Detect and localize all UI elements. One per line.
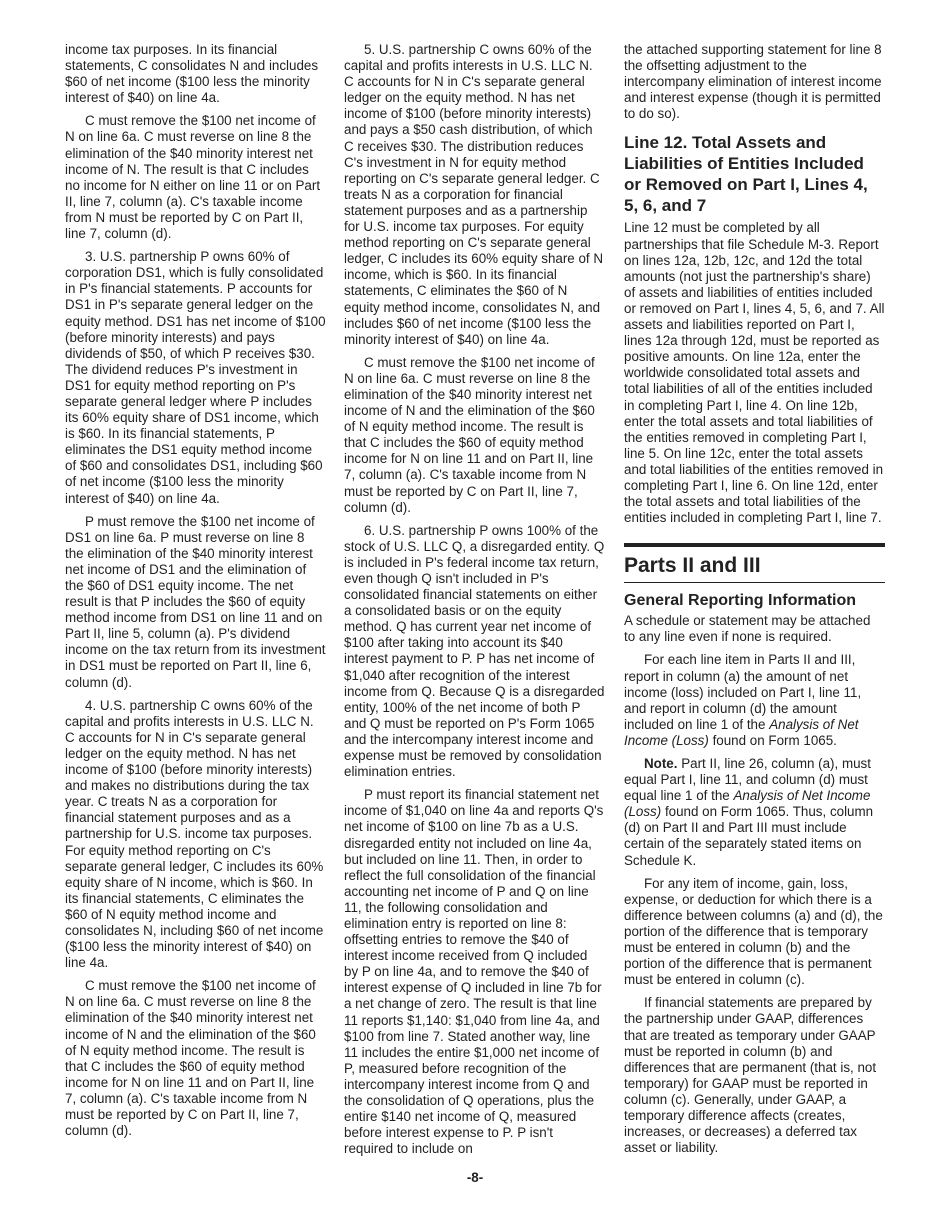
paragraph-any-item: For any item of income, gain, loss, expense, or deduction for which there is a difference between columns (a) and (d), the portion of the difference that is temporary must be entered in column (b) and the portion of the difference that is permanent must be entered in column (c). (624, 875, 883, 988)
paragraph: P must remove the $100 net income of DS1 on line 6a. P must reverse on line 8 the elimination of the $40 minority interest net income of DS1 and the elimination of the $60 of DS1 equity income. The net result is that P includes the $60 of equity method income from DS1 on line 11 and on Part II, line 5, column (a). P's dividend income on the tax return from its investment in DS1 must be reported on Part II, line 6, column (d). (65, 513, 326, 690)
column-middle (344, 42, 605, 1164)
column-right (624, 42, 885, 1163)
page-number: -8- (466, 1170, 484, 1185)
paragraph-gaap: If financial statements are prepared by the partnership under GAAP, differences that are treated as temporary under GAAP must be reported in column (b) and differences that are permanent (that is, not temporary) for GAAP must be reported in column (c). Generally, under GAAP, a temporary difference affects (creates, increases, or decreases) a deferred tax asset or liability. (624, 995, 877, 1156)
paragraph: P must report its financial statement net income of $1,040 on line 4a and reports Q's net income of $100 on line 7b as a U.S. disregarded entity not included on line 4a, but included on line 11. Then, in order to reflect the full consolidation of the financial accounting net income of P and Q on line 11, the following consolidation and elimination entry is reported on line 8: offsetting entries to remove the $40 of interest income received from Q included by P on line 4a, and to remove the $40 of interest expense of Q included in line 7b for a net change of zero. The result is that line 11 reports $1,140: $1,040 from line 4a, and $100 from line 7. Stated another way, line 11 includes the entire $1,000 net income of P, measured before recognition of the intercompany interest income from Q and the consolidation of Q operations, plus the entire $140 net income of Q, measured before interest expense to P. P isn't required to include on (344, 787, 604, 1157)
general-reporting-text: A schedule or statement may be attached to any line even if none is required. (624, 613, 871, 645)
example-6: 6. U.S. partnership P owns 100% of the stock of U.S. LLC Q, a disregarded entity. Q is included in P's federal income tax return, even though Q isn't included in P's consolidated financial statements on either a consolidated basis or on the equity method. Q has current year net income of $100 after taking into account its $40 interest payment to P. P has net income of $1,040 after recognition of the interest income from Q. Because Q is a disregarded entity, 100% of the net income of both P and Q must be reported on P's Form 1065 and the intercompany interest income and expense must be removed by consolidation elimination entries. (344, 522, 605, 780)
paragraph-each-line-item: For each line item in Parts II and III, report in column (a) the amount of net income (loss) included on Part I, line 11, and report in column (d) the amount included on line 1 of the Analysis of Net Income (Loss) found on Form 1065. (624, 652, 862, 748)
note-paragraph: Note. Part II, line 26, column (a), must equal Part I, line 11, and column (d) must equal line 1 of the Analysis of Net Income (Loss) found on Form 1065. Thus, column (d) on Part II and Part III must include certain of the separately stated items on Schedule K. (624, 756, 874, 868)
note-label: Note. (644, 756, 678, 771)
line-12-text: Line 12 must be completed by all partnerships that file Schedule M-3. Report on lines 12a, 12b, 12c, and 12d the total amounts (not just the partnership's share) of assets and liabilities of entities included or removed on Part I, lines 4, 5, 6, and 7. All assets and liabilities reported on Part I, lines 12a through 12d, must be reported as positive amounts. On line 12a, enter the worldwide consolidated total assets and total liabilities of all of the entities included in completing Part I, line 4. On line 12b, enter the total assets and total liabilities of the entities removed in completing Part I, line 5. On line 12c, enter the total assets and total liabilities of the entities removed in completing Part I, line 6. On line 12d, enter the total assets and total liabilities of the entities included in completing Part I, line 7. (624, 220, 885, 526)
example-5: 5. U.S. partnership C owns 60% of the capital and profits interests in U.S. LLC N. C accounts for N in C's separate general ledger on the equity method. N has net income of $100 (before minority interests) and pays a $50 cash distribution, of which C receives $30. The distribution reduces C's investment in N for equity method reporting on C's separate general ledger. C treats N as a corporation for financial statement purposes and as a partnership for U.S. income tax purposes. For equity method reporting on C's separate general ledger, C includes its 60% equity share of N income, which is $60. In its financial statements, C eliminates the $60 of N equity method income, consolidates N, and includes $60 of net income ($100 less the minority interest of $40) on line 4a. (344, 42, 604, 347)
example-4: 4. U.S. partnership C owns 60% of the capital and profits interests in U.S. LLC N. C accounts for N in C's separate general ledger on the equity method. N has net income of $100 (before minority interests) and makes no distributions during the tax year. C treats N as a corporation for financial statement purposes and as a partnership for U.S. income tax purposes. For equity method reporting on C's separate general ledger, C includes its 60% equity share of N income, which is $60. In its financial statements, C eliminates the $60 of N equity method income and consolidates N, including $60 of net income ($100 less the minority interest of $40) on line 4a. (65, 697, 324, 971)
paragraph: C must remove the $100 net income of N on line 6a. C must reverse on line 8 the elimination of the $40 minority interest net income of N and the elimination of the $60 of N equity method income. The result is that C includes the $60 of equity method income for N on line 11 and on Part II, line 7, column (a). C's taxable income from N must be reported by C on Part II, line 7, column (d). (344, 354, 595, 515)
line-12-heading: Line 12. Total Assets and Liabilities of Entities Included or Removed on Part I, Lines 4, 5, 6, and 7 (624, 133, 868, 216)
paragraph-continuation: the attached supporting statement for line 8 the offsetting adjustment to the intercompany elimination of interest income and interest expense (though it is permitted to do so). (624, 42, 882, 122)
column-left (65, 42, 326, 1146)
general-reporting-heading: General Reporting Information (624, 592, 857, 610)
paragraph-continuation: income tax purposes. In its financial statements, C consolidates N and includes $60 of net income ($100 less the minority interest of $40) on line 4a. (65, 42, 319, 106)
parts-ii-iii-heading: Parts II and III (624, 543, 885, 583)
example-3: 3. U.S. partnership P owns 60% of corporation DS1, which is fully consolidated in P's financial statements. P accounts for DS1 in P's separate general ledger on the equity method. DS1 has net income of $100 (before minority interests) and pays dividends of $50, of which P receives $30. The dividend reduces P's investment in DS1 for equity method reporting on P's separate general ledger where P includes its 60% equity share of DS1 income, which is $60. In its financial statements, P eliminates the DS1 equity method income of $60 and consolidates DS1, including $60 of net income ($100 less the minority interest of $40) on line 4a. (65, 249, 326, 506)
paragraph: C must remove the $100 net income of N on line 6a. C must reverse on line 8 the elimination of the $40 minority interest net income of N and the elimination of the $60 of N equity method income. The result is that C includes the $60 of equity method income for N on line 11 and on Part II, line 7, column (a). C's taxable income from N must be reported by C on Part II, line 7, column (d). (65, 978, 316, 1139)
paragraph: C must remove the $100 net income of N on line 6a. C must reverse on line 8 the elimination of the $40 minority interest net income of N. The result is that C includes no income for N either on line 11 or on Part II, line 7, column (a). C's taxable income from N must be reported by C on Part II, line 7, column (d). (65, 113, 321, 242)
